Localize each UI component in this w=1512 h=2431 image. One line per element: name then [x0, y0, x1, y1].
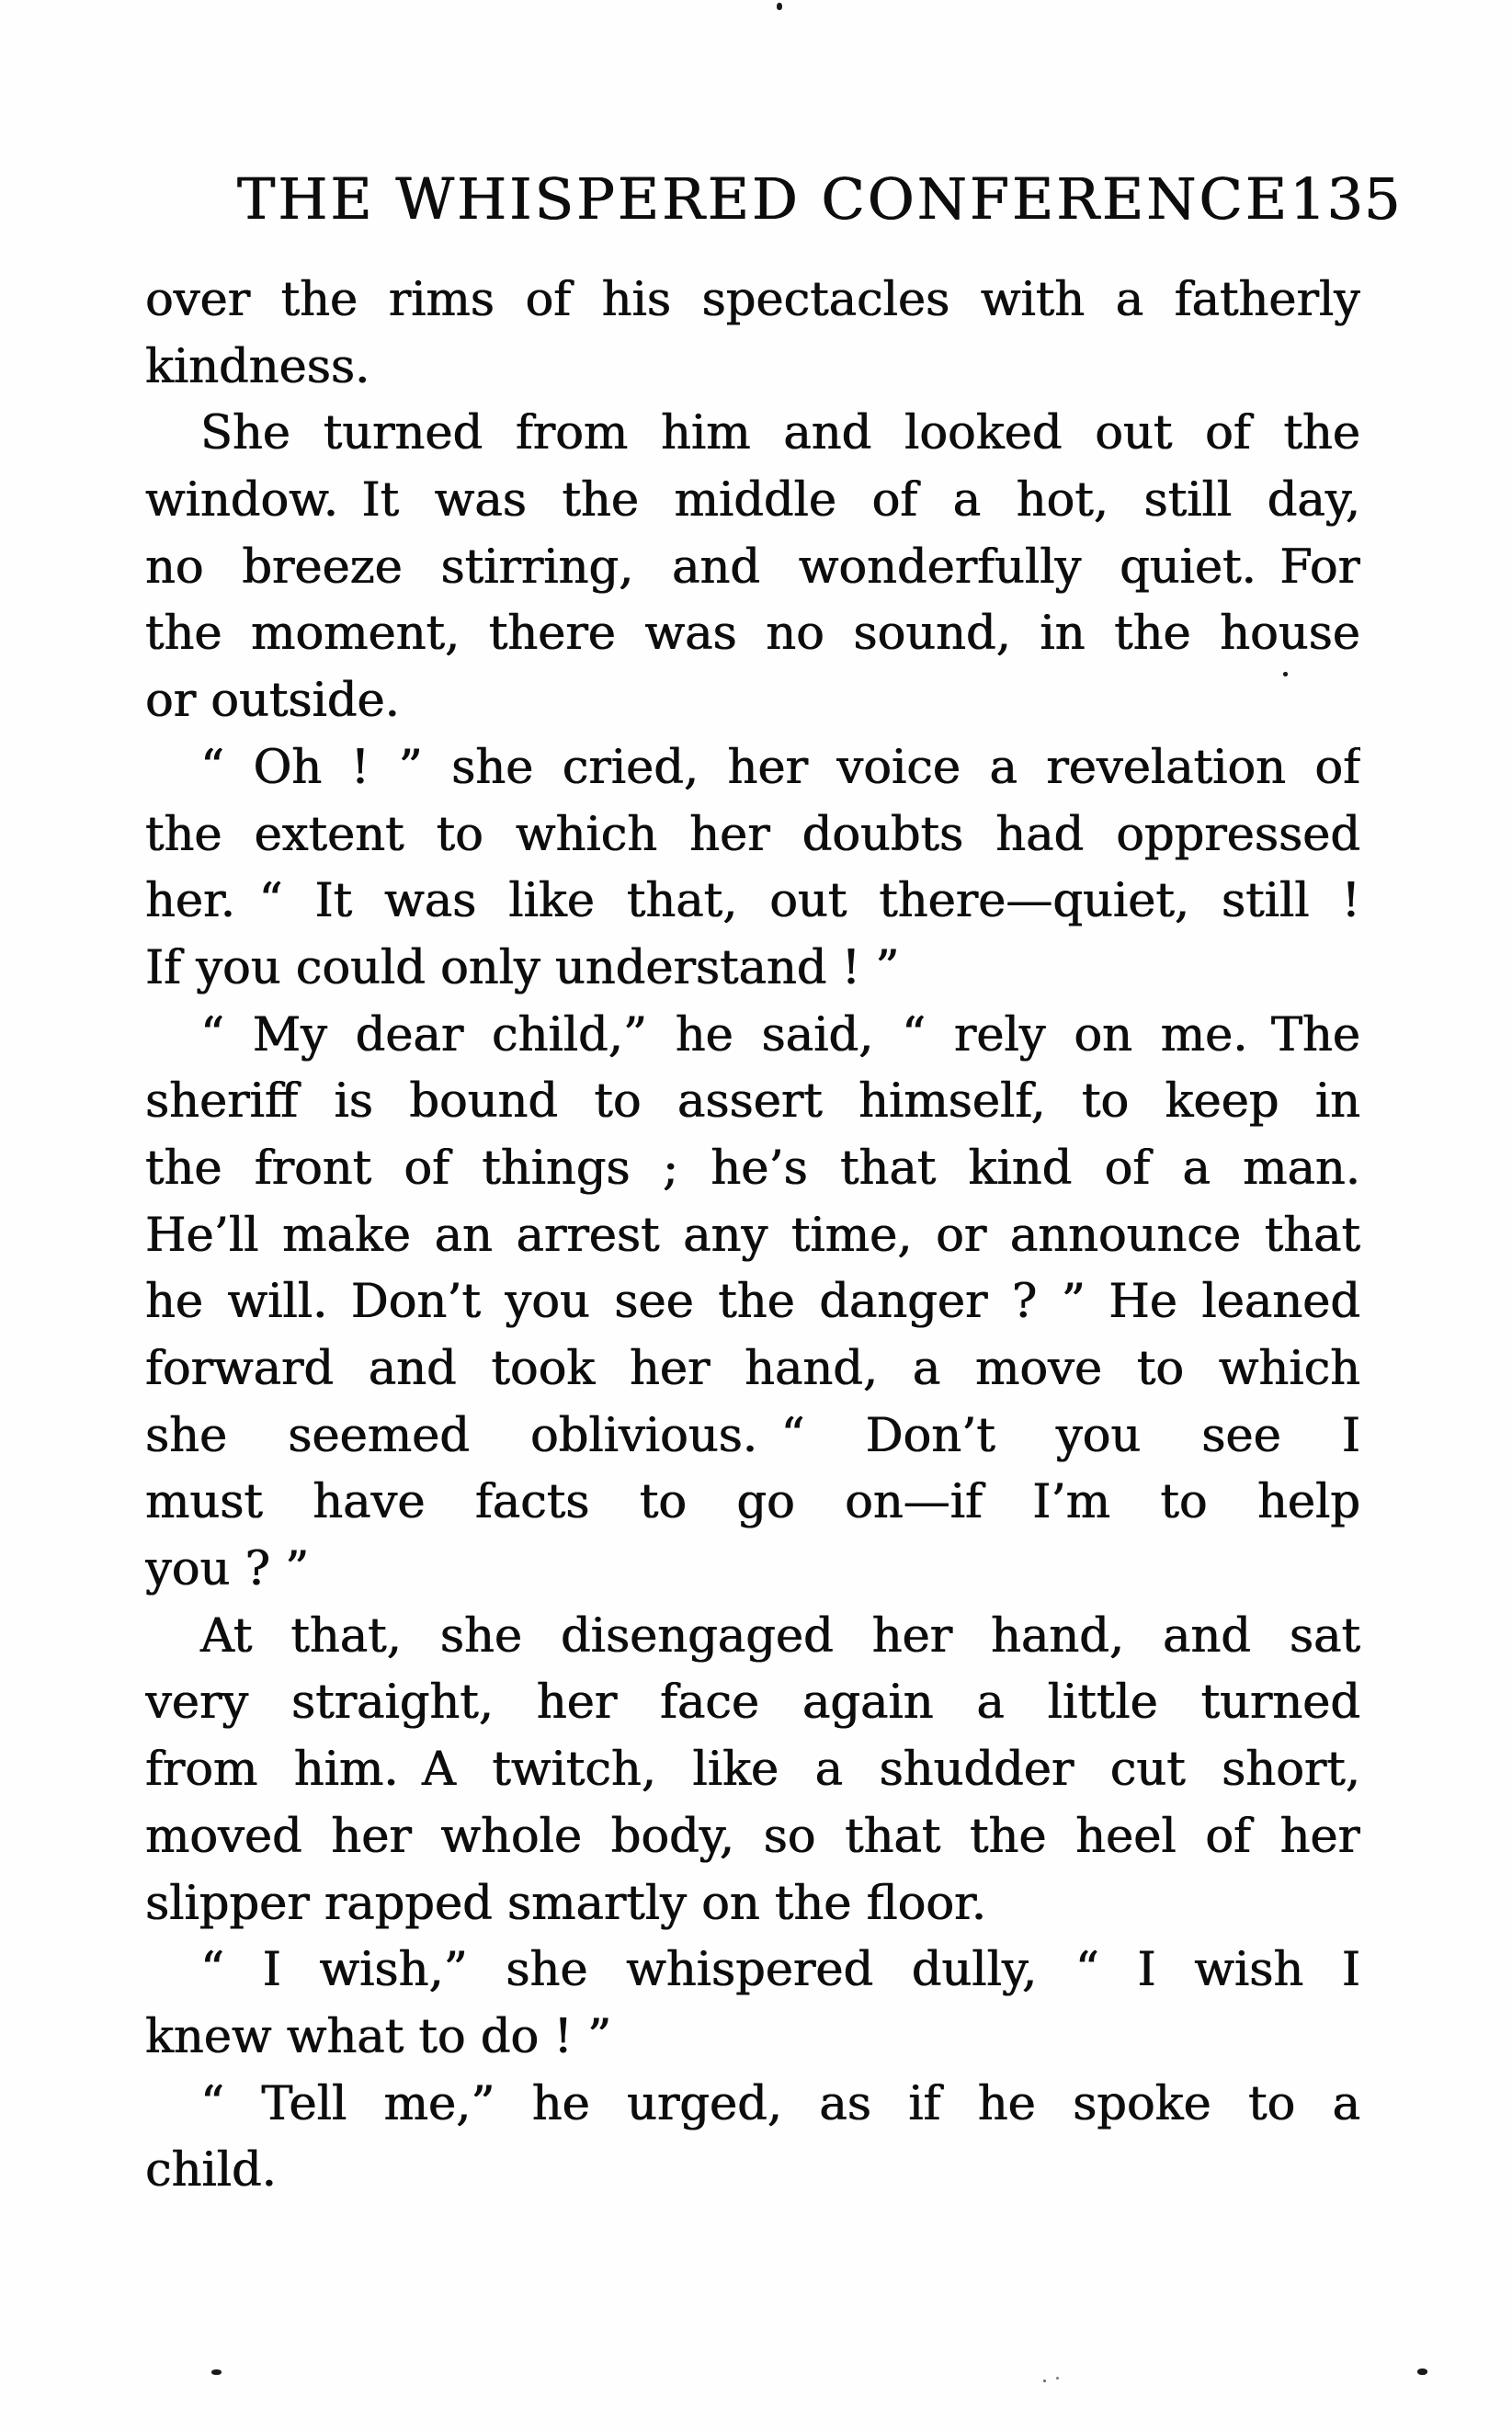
- scan-speck: [211, 2369, 222, 2375]
- running-title: THE WHISPERED CONFERENCE: [237, 165, 1290, 233]
- text-line: sheriff is bound to assert himself, to keep in: [145, 1074, 1360, 1130]
- text-line: he will. Don’t you see the danger ? ” He leaned: [145, 1275, 1360, 1330]
- text-line: you ? ”: [145, 1542, 310, 1597]
- text-line: very straight, her face again a little turned: [145, 1676, 1360, 1731]
- scan-speck: [1056, 2377, 1059, 2380]
- text-line: over the rims of his spectacles with a fatherly: [145, 273, 1360, 327]
- text-line: the front of things ; he’s that kind of a man.: [145, 1141, 1360, 1196]
- text-line: At that, she disengaged her hand, and sat: [200, 1608, 1360, 1664]
- text-line: no breeze stirring, and wonderfully quiet. For: [145, 540, 1360, 595]
- text-line: “ Oh ! ” she cried, her voice a revelation of: [200, 740, 1360, 795]
- scan-speck: [1043, 2380, 1046, 2382]
- text-line: “ Tell me,” he urged, as if he spoke to a: [200, 2076, 1360, 2131]
- text-line: knew what to do ! ”: [145, 2009, 612, 2064]
- text-line: the extent to which her doubts had oppressed: [145, 807, 1360, 862]
- page-header: [145, 165, 1402, 233]
- text-line: the moment, there was no sound, in the house: [145, 607, 1360, 662]
- page-number: 135: [1290, 165, 1402, 233]
- text-line: or outside.: [145, 674, 400, 729]
- text-line: child.: [145, 2143, 277, 2198]
- text-line: from him. A twitch, like a shudder cut short,: [145, 1743, 1360, 1798]
- text-line: slipper rapped smartly on the floor.: [145, 1876, 987, 1931]
- text-line: “ My dear child,” he said, “ rely on me. The: [200, 1007, 1360, 1062]
- text-line: “ I wish,” she whispered dully, “ I wish I: [200, 1943, 1360, 1998]
- scan-speck: [1283, 672, 1288, 676]
- text-line: must have facts to go on—if I’m to help: [145, 1475, 1360, 1530]
- scan-speck: [777, 3, 782, 10]
- text-line: she seemed oblivious. “ Don’t you see I: [145, 1408, 1360, 1463]
- text-line: forward and took her hand, a move to which: [145, 1342, 1360, 1396]
- text-line: kindness.: [145, 339, 370, 394]
- text-column: [145, 267, 1360, 2205]
- text-line: moved her whole body, so that the heel of her: [145, 1809, 1360, 1864]
- text-line: If you could only understand ! ”: [145, 940, 900, 995]
- text-line: window. It was the middle of a hot, still day,: [145, 473, 1360, 528]
- text-line: He’ll make an arrest any time, or announce that: [145, 1208, 1360, 1263]
- text-line: her. “ It was like that, out there—quiet, still !: [145, 874, 1360, 929]
- text-line: She turned from him and looked out of the: [200, 406, 1360, 461]
- scan-speck: [1417, 2369, 1427, 2375]
